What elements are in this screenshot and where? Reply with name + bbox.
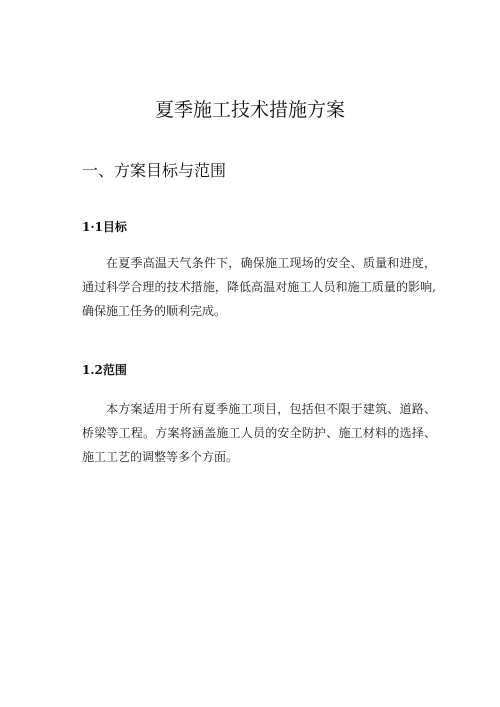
paragraph-scope: 本方案适用于所有夏季施工项目，包括但不限于建筑、道路、桥梁等工程。方案将涵盖施工人员的安全防护、施工材料的选择、施工工艺的调整等多个方面。 (82, 402, 436, 464)
document-title: 夏季施工技术措施方案 (154, 99, 345, 121)
subsection-heading-scope: 1.2范围 (82, 363, 127, 377)
section-heading: 一、方案目标与范围 (82, 161, 227, 180)
paragraph-goal: 在夏季高温天气条件下，确保施工现场的安全、质量和进度，通过科学合理的技术措施，降低高温对施工人员和施工质量的影响, 确保施工任务的顺利完成。 (82, 256, 436, 318)
subsection-heading-goal: 1·1目标 (82, 220, 127, 234)
